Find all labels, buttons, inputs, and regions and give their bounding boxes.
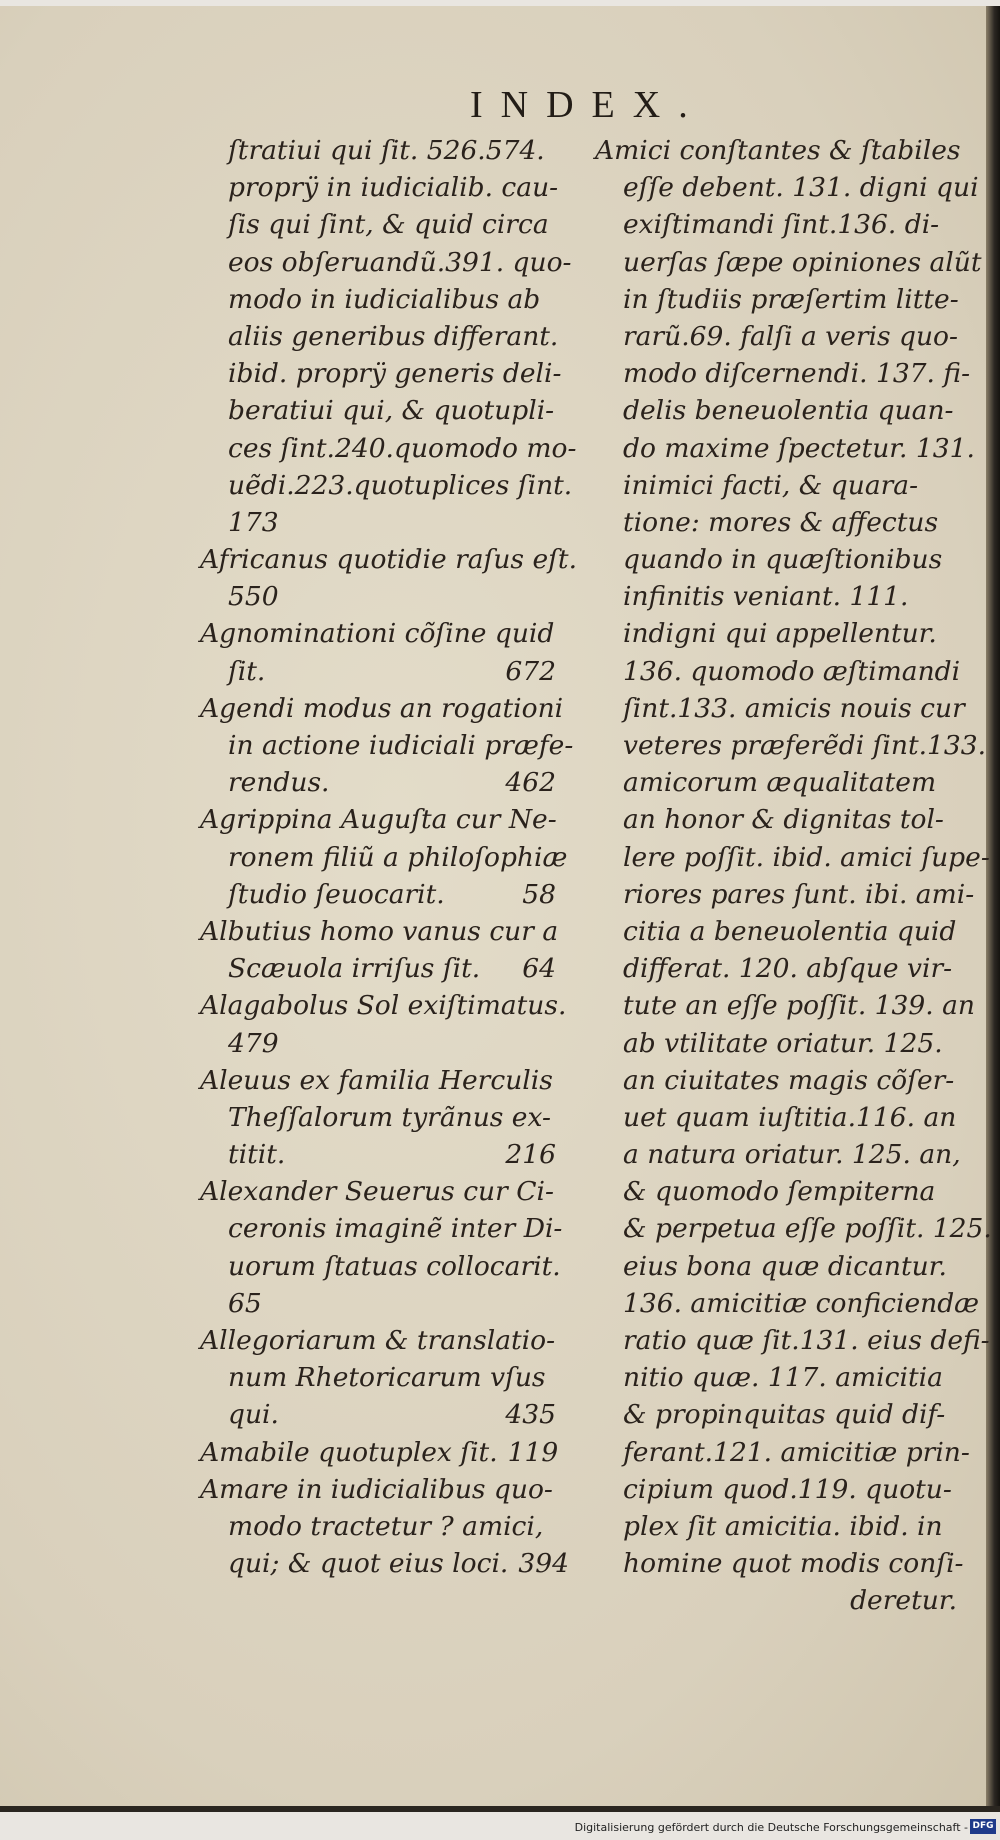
index-line-text: a natura oriatur. 125. an, [623,1139,961,1171]
index-line [595,1434,970,1471]
index-line [595,392,957,429]
index-line-text: ab vtilitate oriatur. 125. [623,1027,943,1059]
index-line [200,913,559,950]
index-line [595,1025,957,1062]
page-reference: 58 [522,878,556,910]
index-line [200,1099,556,1136]
index-line [595,764,957,801]
index-line [595,1508,957,1545]
index-line [200,541,578,578]
index-line-text: eos obſeruandũ.391. quo- [228,246,572,278]
index-line-text: qui. [228,1399,279,1431]
index-line-text: riores pares ſunt. ibi. ami- [623,878,975,910]
index-line-text: rarũ.69. falſi a veris quo- [623,320,958,352]
index-line-text: ces ſint.240.quomodo mo- [228,432,577,464]
index-line-text: modo diſcernendi. 137. fi- [623,358,971,390]
index-line-text: modo tractetur ? amici, [228,1510,544,1542]
index-line-text: modo in iudicialibus ab [228,283,541,315]
index-line-text: differat. 120. abſque vir- [623,953,953,985]
index-line [595,1545,964,1582]
index-line [595,169,979,206]
index-line-text: 173 [228,506,279,538]
index-line-text: cipium quod.119. quotu- [623,1473,952,1505]
index-line [200,1062,556,1099]
index-line-text: proprÿ in iudicialib. cau- [228,172,559,204]
index-line [595,913,957,950]
index-line-text: eius bona quæ dicantur. [623,1250,947,1282]
index-line-text: do maxime ſpectetur. 131. [623,432,975,464]
dfg-logo: DFG [970,1819,996,1834]
digitization-credit: Digitalisierung gefördert durch die Deutsche Forschungsgemeinschaft - [574,1821,968,1834]
index-line-text: Amabile quotuplex ſit. [200,1436,498,1468]
index-line-text: an honor & dignitas tol- [623,804,944,836]
index-line-text: ſtratiui qui ſit. 526.574. [228,135,545,166]
book-spine [986,6,1000,1806]
index-line-text: ſint.133. amicis nouis cur [623,692,965,724]
index-line-text: Agrippina Auguſta cur Ne- [200,804,557,836]
index-line [595,318,957,355]
index-line-text: infinitis veniant. 111. [623,581,909,613]
page-reference: 119 [507,1436,559,1468]
index-line-text: plex ſit amicitia. ibid. in [623,1510,943,1542]
index-line [595,1136,961,1173]
index-line-text: & quomodo ſempiterna [623,1176,936,1208]
index-line [200,1359,556,1396]
index-line-text: Amare in iudicialibus quo- [200,1473,553,1505]
index-line [200,281,556,318]
index-line-text: aliis generibus differant. [228,320,559,352]
index-line [595,801,957,838]
index-line [595,876,975,913]
index-line [595,1582,957,1619]
index-line [595,578,957,615]
index-line [595,1471,957,1508]
index-line [200,355,562,392]
index-line [200,690,564,727]
index-line [595,281,957,318]
index-line [595,950,957,987]
index-line [200,578,556,615]
index-line [200,206,556,243]
index-line [595,206,957,243]
index-line-text: citia a beneuolentia quid [623,915,957,947]
index-line-text: tione: mores & affectus [623,506,939,538]
index-line-text: 550 [228,581,279,613]
index-line [595,690,965,727]
index-line [200,1136,556,1173]
index-line-text: qui; & quot eius loci. [228,1548,509,1580]
index-line-text: Aleuus ex familia Herculis [200,1064,553,1096]
index-line-text: ferant.121. amicitiæ prin- [623,1436,970,1468]
index-line-text: 136. quomodo æſtimandi [623,655,961,687]
index-line [200,504,556,541]
index-line-text: uerſas ſæpe opiniones alũt [623,246,982,278]
index-line [595,541,957,578]
index-line [200,1248,561,1285]
index-line-text: ceronis imaginẽ inter Di- [228,1213,563,1245]
index-line-text: eſſe debent. 131. digni qui [623,172,979,204]
index-line [200,839,568,876]
index-line-text: Africanus quotidie raſus eſt. [200,544,578,576]
index-line [200,764,556,801]
index-line [200,1285,556,1322]
index-line-text: Scæuola irriſus ſit. [228,953,481,985]
index-line [595,1396,957,1433]
index-line [200,132,556,169]
left-column [200,132,578,1582]
index-line-text: Alexander Seuerus cur Ci- [200,1176,554,1208]
index-line [595,1173,957,1210]
index-line-text: ſis qui ſint, & quid circa [228,209,549,241]
page-reference: 216 [505,1139,556,1171]
index-line [595,1248,957,1285]
index-line-text: in ſtudiis præſertim litte- [623,283,959,315]
index-line [200,392,556,429]
index-line-text: tute an eſſe poſſit. 139. an [623,990,975,1022]
index-line [200,1508,556,1545]
index-line [595,430,975,467]
index-line-text: ronem filiũ a philoſophiæ [228,841,568,873]
index-line-text: inimici facti, & quara- [623,469,919,501]
index-line-text: an ciuitates magis cõſer- [623,1064,955,1096]
index-line-text: Albutius homo vanus cur a [200,915,559,947]
index-line [200,950,556,987]
index-line-text: rendus. [228,767,330,799]
index-line [200,615,556,652]
index-line-text: ibid. proprÿ generis deli- [228,358,562,390]
index-line [200,169,559,206]
index-line [200,1322,556,1359]
index-line [200,801,556,838]
page-reference: 394 [518,1548,569,1580]
index-line [595,839,990,876]
index-line-text: indigni qui appellentur. [623,618,937,650]
index-line [200,1545,569,1582]
index-line [595,653,961,690]
index-line-text: Agnominationi cõſine quid [200,618,555,650]
index-line-text: 65 [228,1287,262,1319]
index-line [595,132,961,169]
index-line [200,318,559,355]
index-line [200,244,572,281]
page-bottom-edge [0,1806,1000,1812]
index-line-text: ſtudio ſeuocarit. [228,878,445,910]
index-line [595,355,971,392]
index-line-text: 479 [228,1027,279,1059]
index-line [595,1099,957,1136]
index-line [595,1359,957,1396]
index-line [200,467,573,504]
index-line-text: num Rhetoricarum vſus [228,1362,546,1394]
index-line [595,987,975,1024]
index-line-text: Theſſalorum tyrãnus ex- [228,1101,551,1133]
index-line [200,1025,556,1062]
page-reference: 672 [505,655,556,687]
index-line [200,1396,556,1433]
index-line-text: Allegoriarum & translatio- [200,1325,556,1356]
index-line [595,467,957,504]
index-line-text: homine quot modis conſi- [623,1548,964,1580]
index-line [200,876,556,913]
index-line [595,1062,957,1099]
right-column [595,132,992,1620]
page-reference: 64 [522,953,556,985]
page-reference: 435 [505,1399,556,1431]
index-line [200,1471,556,1508]
index-line-text: veteres præferẽdi ſint.133. [623,730,987,761]
index-line [200,653,556,690]
index-line-text: Amici conſtantes & ſtabiles [595,135,961,166]
index-line-text: uet quam iuſtitia.116. an [623,1101,957,1133]
index-line-text: uorum ſtatuas collocarit. [228,1250,561,1282]
index-line [200,1434,559,1471]
index-line [595,1210,992,1247]
index-line [595,727,987,764]
index-line-text: 136. amicitiæ conficiendæ [623,1287,980,1319]
index-line [200,1173,556,1210]
index-line [200,430,577,467]
index-line-text: exiſtimandi ſint.136. di- [623,209,940,241]
page-reference: 462 [505,767,556,799]
index-line-text: & propinquitas quid dif- [623,1399,946,1431]
index-line-text: delis beneuolentia quan- [623,395,954,427]
index-line [595,1285,980,1322]
index-line-text: deretur. [850,1585,957,1617]
page-heading: INDEX. [470,84,706,126]
index-line-text: amicorum æqualitatem [623,767,937,799]
index-line-text: Alagabolus Sol exiſtimatus. [200,990,567,1022]
index-line [200,987,567,1024]
index-line-text: & perpetua eſſe poſſit. 125. [623,1213,992,1245]
index-line [595,1322,990,1359]
index-line-text: nitio quæ. 117. amicitia [623,1362,943,1394]
index-line-text: in actione iudiciali præfe- [228,730,574,761]
index-line-text: lere poſſit. ibid. amici ſupe- [623,841,990,873]
index-line [595,244,982,281]
index-line [200,1210,563,1247]
index-line-text: titit. [228,1139,286,1171]
index-line [595,615,957,652]
index-line [595,504,957,541]
index-line-text: quando in quæſtionibus [623,544,943,576]
index-line-text: beratiui qui, & quotupli- [228,395,555,427]
index-line-text: ratio quæ ſit.131. eius defi- [623,1325,990,1356]
index-line [200,727,574,764]
index-line-text: uẽdi.223.quotuplices ſint. [228,469,573,501]
index-line-text: ſit. [228,655,266,687]
index-line-text: Agendi modus an rogationi [200,692,564,724]
